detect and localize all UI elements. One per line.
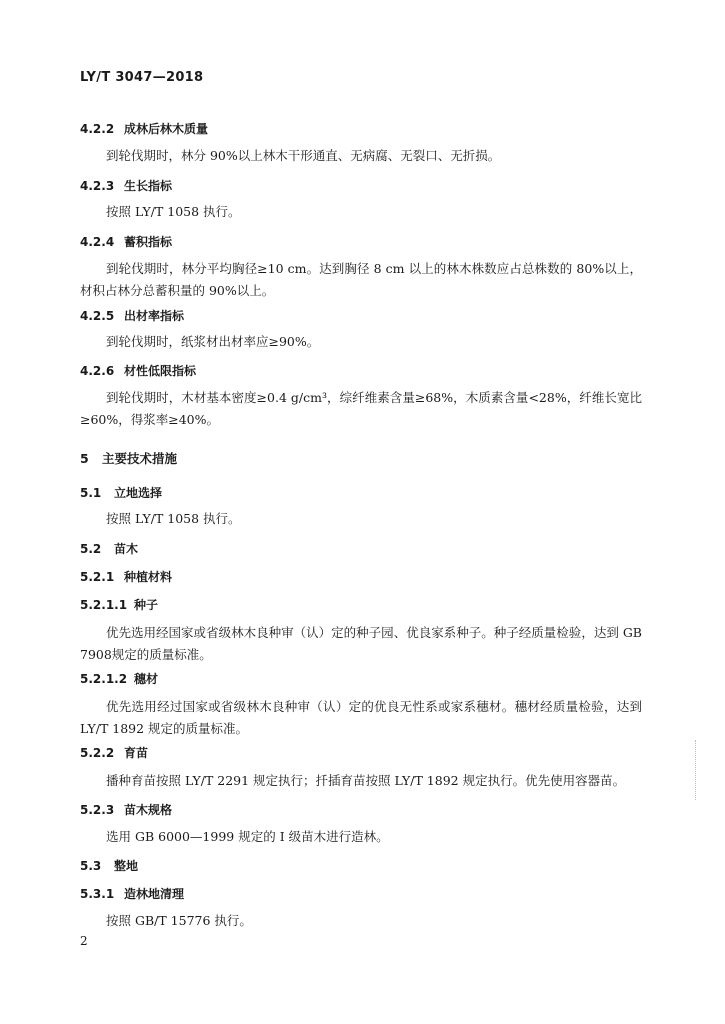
section-heading-5-2 (80, 540, 138, 557)
section-number: 5.2.1.1 (80, 598, 128, 612)
paragraph: 优先选用经过国家或省级林木良种审（认）定的优良无性系或家系穗材。穗材经质量检验，达到 LY/T 1892 规定的质量标准。 (80, 699, 642, 736)
paragraph: 到轮伐期时，林分 90%以上林木干形通直、无病腐、无裂口、无折损。 (106, 148, 501, 163)
paragraph: 按照 GB/T 15776 执行。 (106, 913, 252, 928)
section-heading-4-2-5 (80, 307, 184, 324)
section-heading-5-1 (80, 484, 162, 501)
section-number: 4.2.6 (80, 364, 115, 378)
section-title: 出材率指标 (124, 309, 185, 323)
section-title: 立地选择 (114, 486, 163, 500)
paragraph: 到轮伐期时，纸浆材出材率应≥90%。 (106, 334, 320, 349)
paragraph: 优先选用经国家或省级林木良种审（认）定的种子园、优良家系种子。种子经质量检验，达到 GB 7908规定的质量标准。 (80, 625, 642, 662)
section-number: 4.2.5 (80, 309, 115, 323)
section-number: 5.2.3 (80, 803, 115, 817)
section-heading-4-2-3 (80, 177, 172, 194)
section-heading-4-2-4 (80, 233, 172, 250)
section-title: 蓄积指标 (124, 235, 173, 249)
section-number: 5.3 (80, 859, 102, 873)
section-title: 穗材 (134, 672, 159, 686)
section-title: 苗木规格 (124, 803, 173, 817)
section-number: 5.2.2 (80, 746, 115, 760)
document-id-header: LY/T 3047—2018 (80, 70, 204, 85)
section-title: 生长指标 (124, 179, 173, 193)
page-number: 2 (80, 934, 88, 948)
section-number: 5.3.1 (80, 887, 115, 901)
section-title: 造林地清理 (124, 887, 185, 901)
section-heading-5-2-3 (80, 801, 172, 818)
section-heading-5-2-1-2 (80, 670, 158, 687)
section-title: 苗木 (114, 542, 139, 556)
section-heading-4-2-6 (80, 362, 196, 379)
section-heading-5-3-1 (80, 885, 184, 902)
section-number: 5.1 (80, 486, 102, 500)
section-number: 5.2.1.2 (80, 672, 128, 686)
section-title: 种子 (134, 598, 159, 612)
paragraph: 按照 LY/T 1058 执行。 (106, 204, 241, 219)
section-number: 5.2.1 (80, 570, 115, 584)
section-title: 整地 (114, 859, 139, 873)
section-heading-5-2-1-1 (80, 596, 158, 613)
section-number: 4.2.2 (80, 122, 115, 136)
scan-artifact-divider (695, 740, 697, 800)
paragraph: 选用 GB 6000—1999 规定的 Ⅰ 级苗木进行造林。 (106, 829, 389, 844)
section-title: 育苗 (124, 746, 149, 760)
section-heading-4-2-2 (80, 120, 208, 137)
section-heading-5-2-2 (80, 744, 148, 761)
section-number: 4.2.4 (80, 235, 115, 249)
section-number: 5.2 (80, 542, 102, 556)
section-title: 种植材料 (124, 570, 173, 584)
section-heading-5-2-1 (80, 568, 172, 585)
section-title: 成林后林木质量 (124, 122, 209, 136)
section-number: 5 (80, 451, 89, 466)
section-title: 主要技术措施 (102, 451, 178, 466)
section-heading-5 (80, 449, 177, 467)
section-title: 材性低限指标 (124, 364, 197, 378)
section-heading-5-3 (80, 857, 138, 874)
paragraph: 到轮伐期时，木材基本密度≥0.4 g/cm³，综纤维素含量≥68%，木质素含量<28%，纤维长宽比≥60%，得浆率≥40%。 (80, 390, 642, 427)
paragraph: 到轮伐期时，林分平均胸径≥10 cm。达到胸径 8 cm 以上的林木株数应占总株数的 80%以上，材积占林分总蓄积量的 90%以上。 (80, 261, 642, 298)
section-number: 4.2.3 (80, 179, 115, 193)
paragraph: 播种育苗按照 LY/T 2291 规定执行；扦插育苗按照 LY/T 1892 规定执行。优先使用容器苗。 (106, 773, 626, 788)
paragraph: 按照 LY/T 1058 执行。 (106, 511, 241, 526)
